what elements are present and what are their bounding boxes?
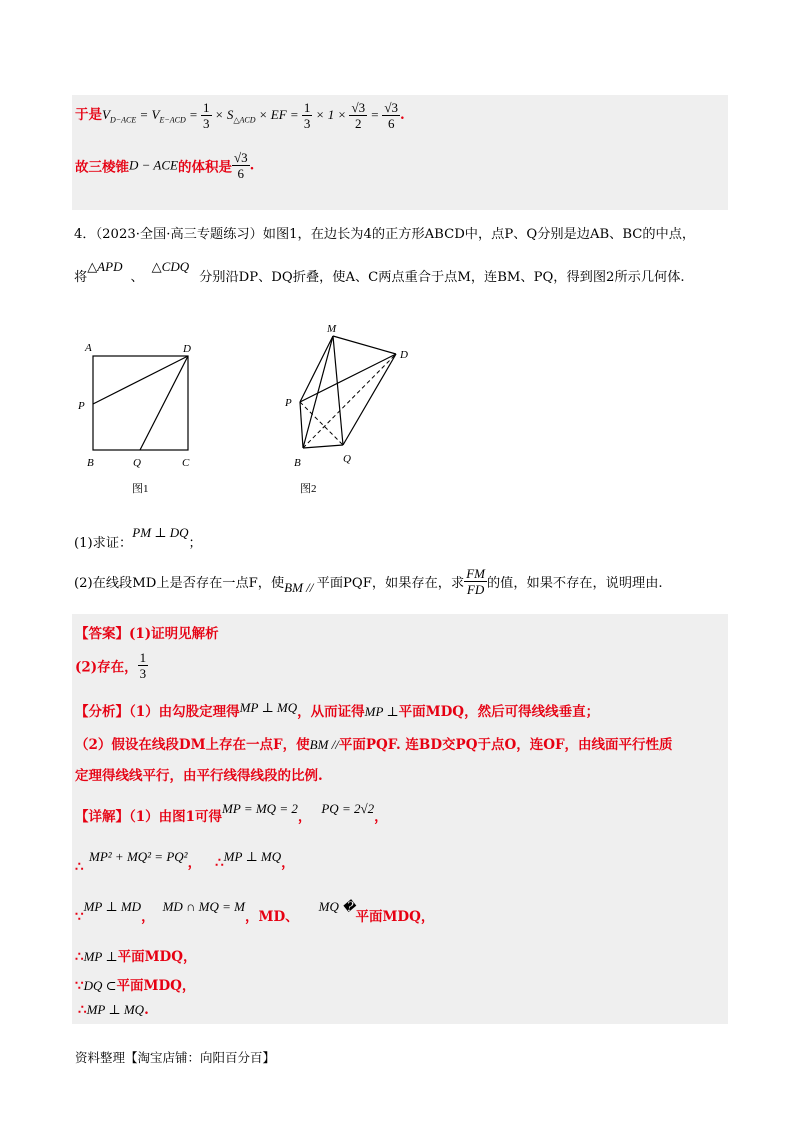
segment-pd	[93, 356, 188, 404]
label-m: M	[327, 323, 337, 335]
label-p: P	[78, 400, 85, 412]
analysis-line-1: 【分析】（1）由勾股定理得MP ⊥ MQ，从而证得MP ⊥平面MDQ，然后可得线线垂直；	[75, 700, 600, 720]
fraction-sqrt3-over-6: $\frac{√3}{6}$	[384, 100, 399, 131]
fraction-one-third-b: $\frac{1}{3}$	[303, 100, 311, 131]
edge-bq	[303, 445, 343, 448]
label-d: D	[183, 343, 191, 355]
detail-line-1: 【详解】（1）由图1可得MP = MQ = 2，PQ = 2√2，	[75, 801, 388, 825]
detail-line-6: ∴MP ⊥ MQ.	[78, 1002, 149, 1018]
detail-line-2: MP² + MQ² = PQ²， ∴MP ⊥ MQ， ∴	[75, 849, 295, 875]
edge-md	[333, 336, 396, 354]
footer-source: 资料整理【淘宝店铺：向阳百分百】	[75, 1050, 276, 1065]
label-b2: B	[294, 457, 301, 469]
figure-2-solid	[280, 318, 420, 500]
segment-qd	[140, 356, 188, 450]
label-c: C	[182, 457, 190, 469]
fraction-sqrt3-over-2: $\frac{√3}{2}$	[351, 100, 366, 131]
question-1: (1)求证：PM ⊥ DQ；	[74, 525, 202, 551]
figure-1-caption: 图1	[132, 483, 149, 495]
label-q: Q	[133, 457, 141, 469]
analysis-line-2: （2）假设在线段DM上存在一点F，使BM //平面PQF. 连BD交PQ于点O，连OF，由线面平行性质	[75, 737, 673, 753]
question-2: (2)在线段MD上是否存在一点F，使BM // 平面PQF，如果存在，求 $\frac{FM}{FD}$ 的值，如果不存在，说明理由.	[74, 566, 663, 597]
edge-mb	[303, 336, 333, 448]
answer-line-2: (2)存在， $\frac{1}{3}$	[75, 650, 147, 681]
square-abcd	[93, 356, 188, 450]
problem-intro: 4．（2023·全国·高三专题练习）如图1，在边长为4的正方形ABCD中，点P、Q分别是边AB、BC的中点，	[74, 227, 696, 242]
label-a: A	[85, 342, 92, 354]
detail-line-5: ∵DQ ⊂平面MDQ，	[75, 978, 196, 994]
figure-1-square	[75, 335, 205, 500]
fraction-volume-result: $\frac{√3}{6}$	[233, 150, 248, 181]
fraction-answer-one-third: $\frac{1}{3}$	[139, 650, 147, 681]
label-b: B	[87, 457, 94, 469]
problem-fold-description: 将△APD、△CDQ分别沿DP、DQ折叠，使A、C两点重合于点M，连BM、PQ，得到图2所示几何体.	[74, 259, 685, 285]
analysis-line-3: 定理得线线平行，由平行线得线段的比例.	[75, 768, 323, 784]
label-p2: P	[285, 397, 292, 409]
figure-2-caption: 图2	[300, 483, 317, 495]
edge-mq	[333, 336, 343, 445]
answer-line-1: 【答案】(1)证明见解析	[75, 626, 219, 642]
volume-conclusion-line: 故三棱锥D − ACE的体积是 $\frac{√3}{6}$ .	[75, 150, 255, 181]
detail-line-3: ∵MP ⊥ MD，MD ∩ MQ = M，MD、MQ �平面MDQ，	[75, 899, 435, 925]
therefore-symbol-left: ∴	[75, 859, 84, 875]
label-d2: D	[400, 349, 408, 361]
label-q2: Q	[343, 453, 351, 465]
edge-mp	[300, 336, 333, 402]
dashed-pq	[300, 402, 343, 445]
fraction-fm-fd: $\frac{FM}{FD}$	[466, 566, 485, 597]
edge-pb	[300, 402, 303, 448]
volume-equation-line: 于是$V_{D-ACE} = V_{E-ACD}$ = $\frac{1}{3}$ × $S_{\triangle ACD}$ × EF = $\frac{1}{3}$ × 1 × $\frac{√3}{2}$ = $\frac{√3}{6}$ .	[75, 100, 405, 131]
fraction-one-third: $\frac{1}{3}$	[203, 100, 210, 131]
detail-line-4: ∴MP ⊥平面MDQ，	[75, 949, 197, 965]
